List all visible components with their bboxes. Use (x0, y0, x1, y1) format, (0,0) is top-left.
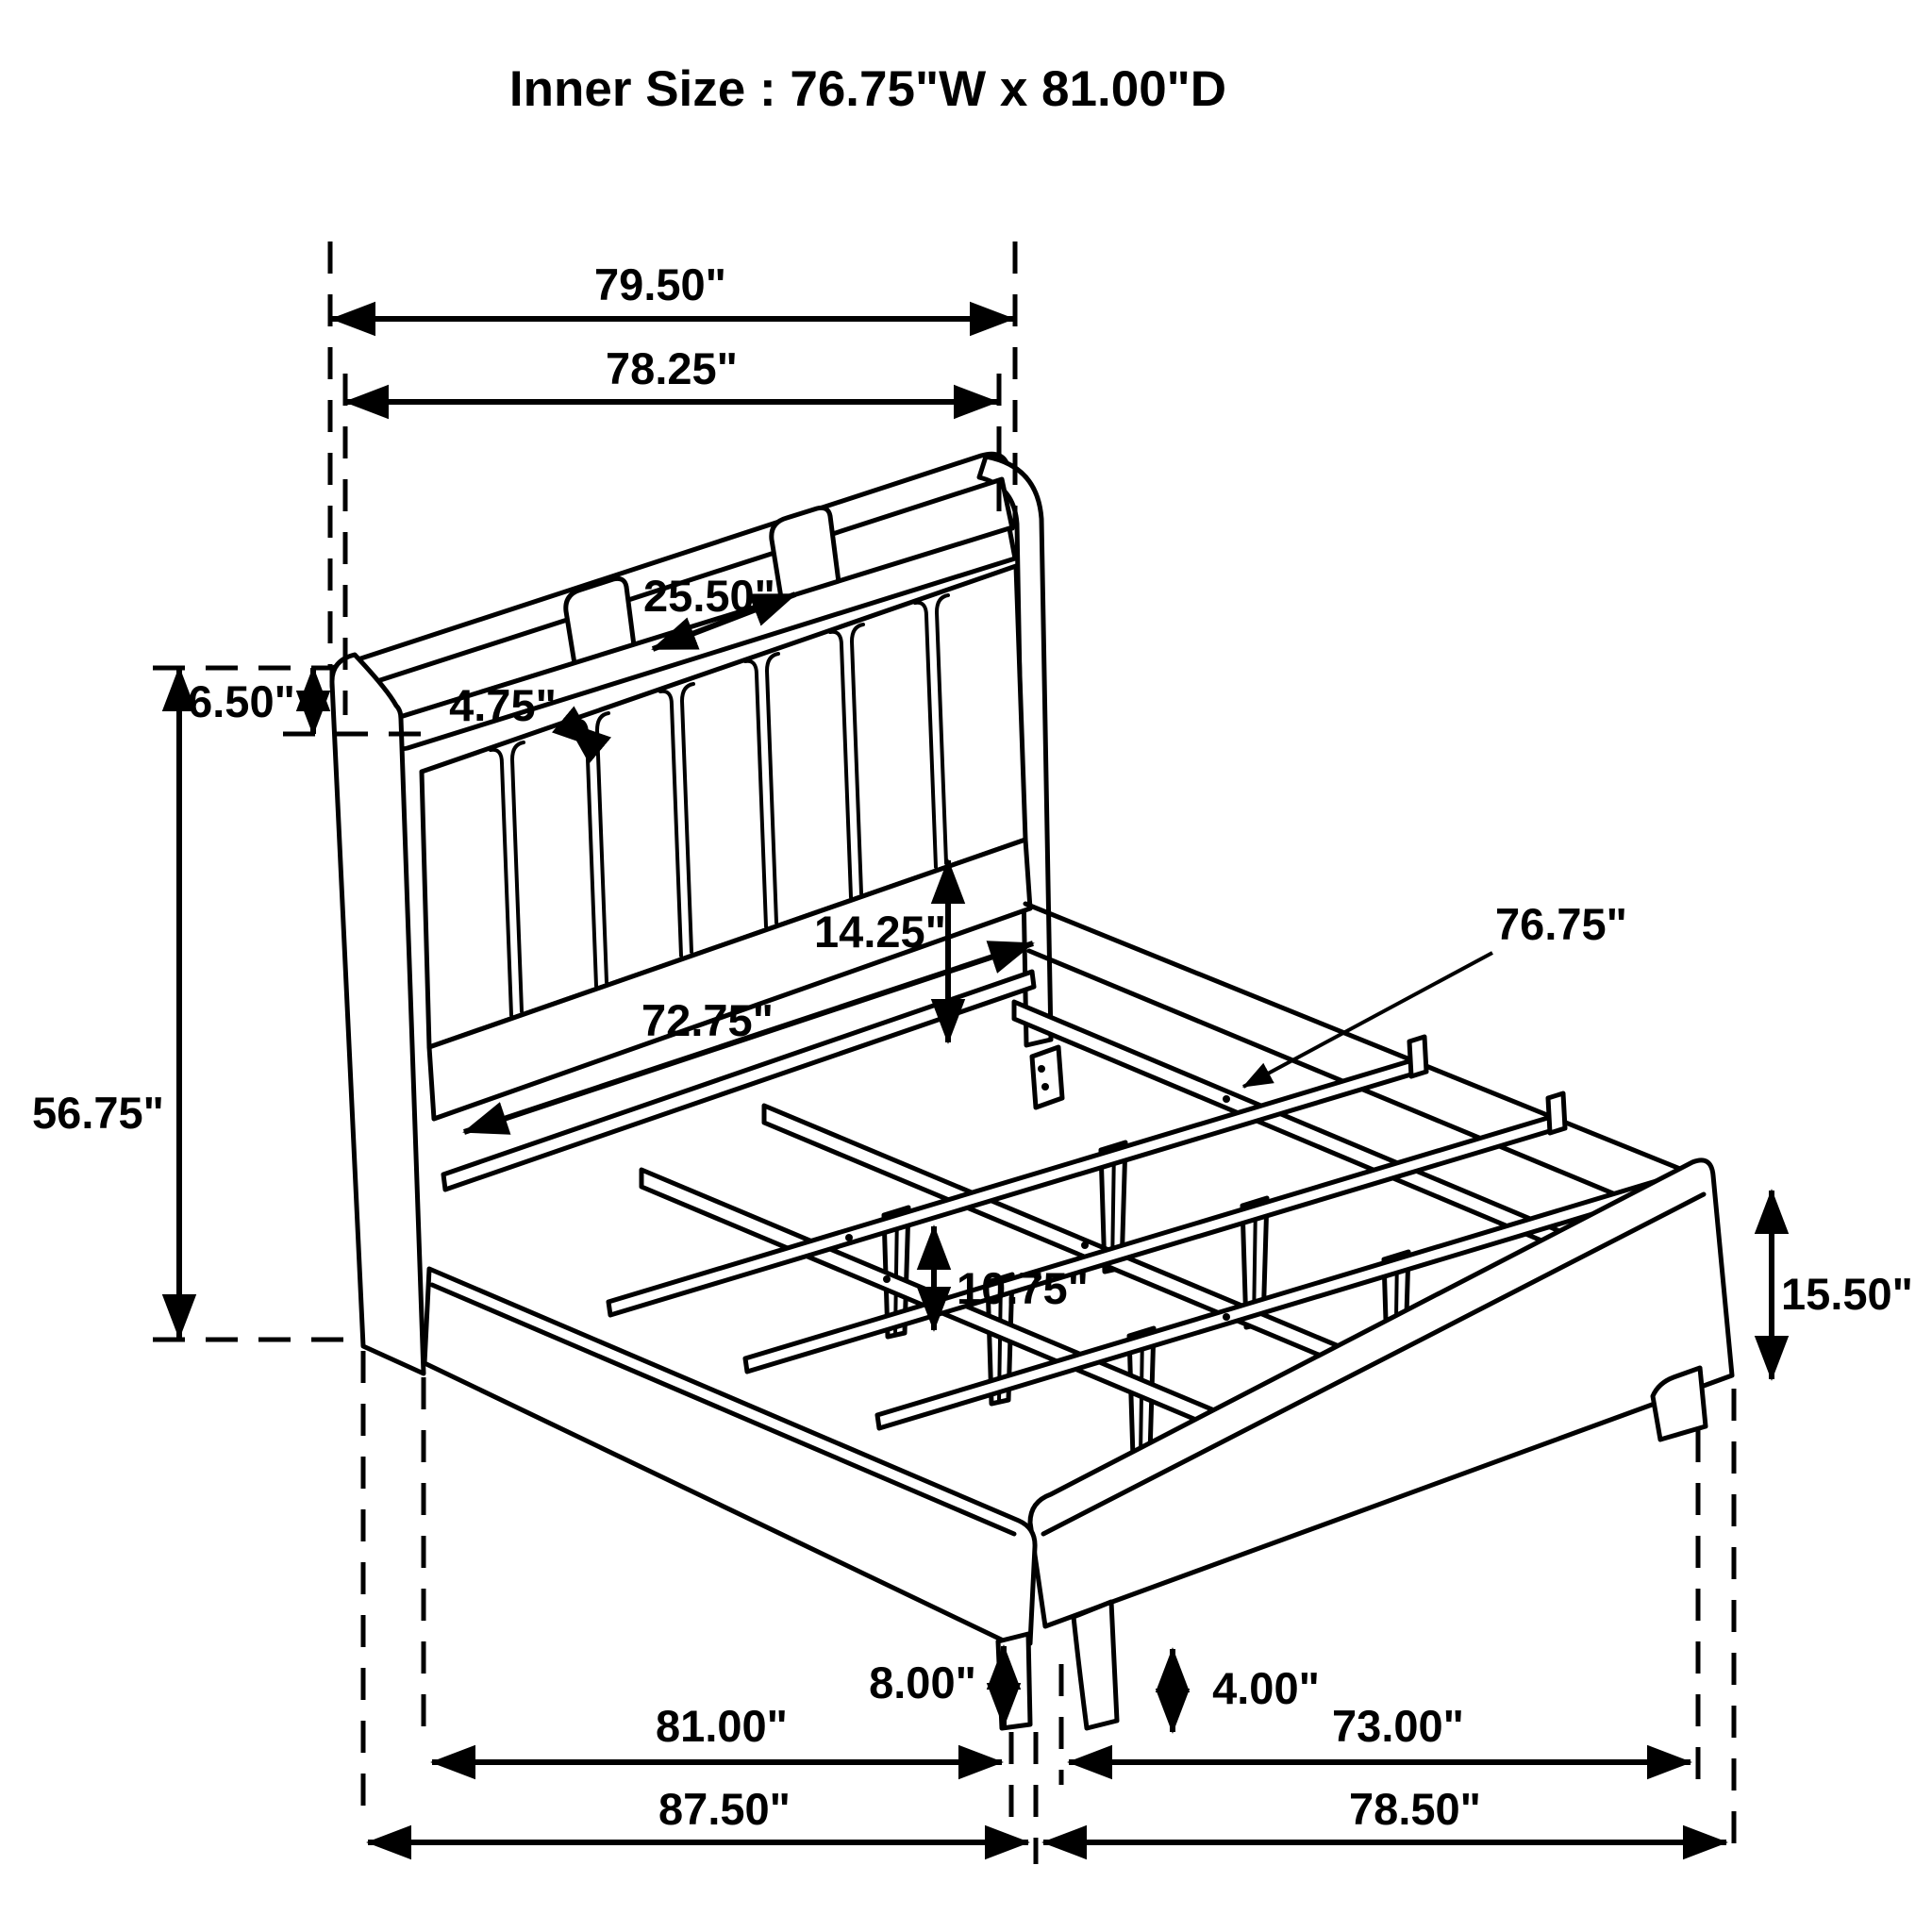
headboard-left-post (332, 655, 424, 1374)
dim-label-inner-width-top: 78.25" (606, 343, 738, 393)
footboard-inner-leg (1074, 1602, 1117, 1728)
dim-label-footboard-leg-height: 4.00" (1212, 1663, 1320, 1713)
bed-drawing (332, 454, 1732, 1728)
dim-label-panel-to-rail: 14.25" (814, 907, 946, 957)
dim-label-footboard-inner-width: 73.00" (1332, 1701, 1464, 1751)
slat-end-cap (1548, 1093, 1565, 1133)
dim-label-overall-depth: 87.50" (658, 1784, 791, 1834)
dim-label-divider-width: 4.75" (449, 680, 557, 730)
dim-label-inner-rail-width: 76.75" (1495, 899, 1627, 949)
leader-inner-rail-width (1243, 953, 1492, 1087)
dim-label-cubby-opening: 25.50" (643, 571, 775, 621)
diagram-title: Inner Size : 76.75"W x 81.00"D (508, 61, 1227, 117)
dim-label-footboard-height: 15.50" (1781, 1269, 1913, 1319)
dim-label-support-leg-height: 10.75" (957, 1263, 1089, 1313)
rail-bracket (1032, 1047, 1062, 1108)
dim-label-shelf-height: 6.50" (188, 676, 295, 726)
slat-end-cap (1409, 1037, 1426, 1076)
dim-label-headboard-height: 56.75" (32, 1088, 164, 1138)
dim-label-side-rail-leg-height: 8.00" (869, 1657, 976, 1707)
dim-label-headboard-inner-width: 72.75" (641, 995, 774, 1045)
dim-label-inner-depth: 81.00" (656, 1701, 788, 1751)
dim-label-footboard-width: 78.50" (1349, 1784, 1481, 1834)
side-rail-board (425, 1269, 1035, 1647)
dim-label-outer-width: 79.50" (594, 259, 726, 309)
